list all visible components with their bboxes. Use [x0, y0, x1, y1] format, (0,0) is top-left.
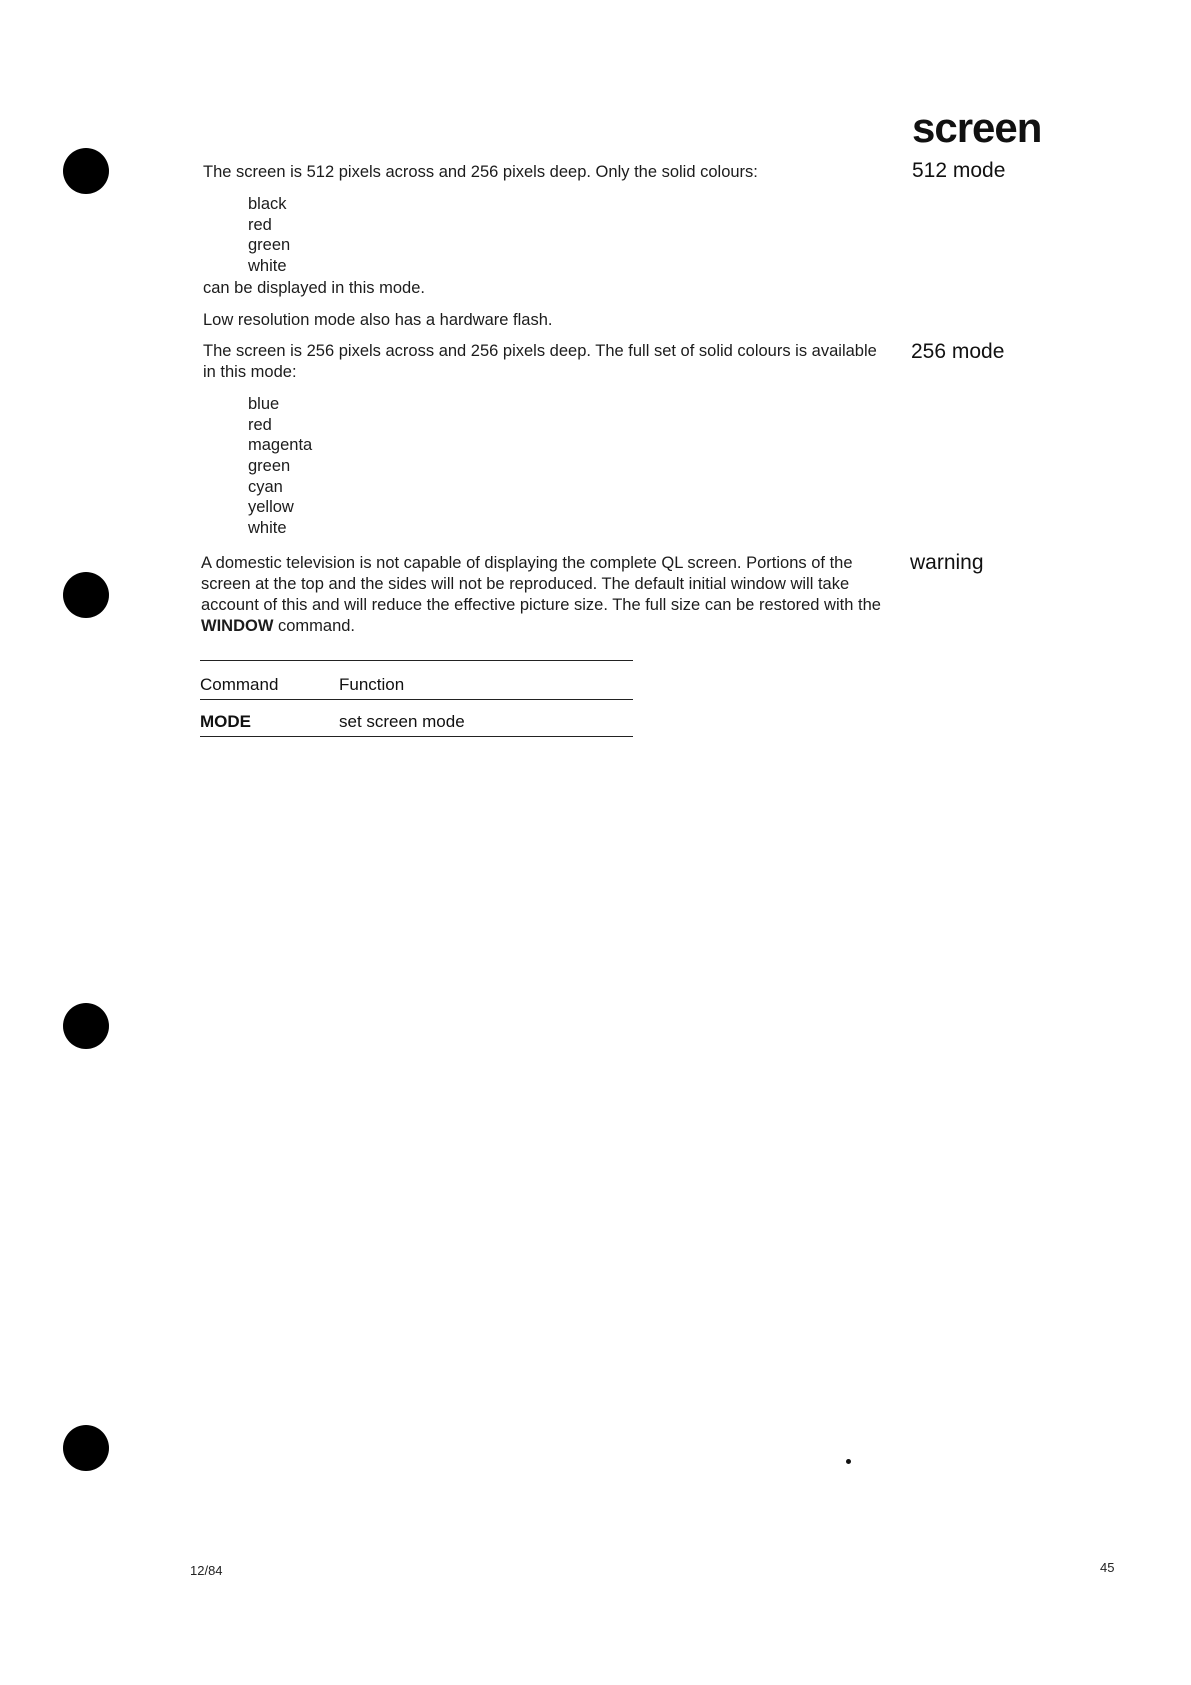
- mode512-intro: The screen is 512 pixels across and 256 pixels deep. Only the solid colours:: [203, 163, 758, 181]
- footer-date: 12/84: [190, 1563, 223, 1578]
- table-header-rule: [200, 699, 633, 700]
- colour-item: yellow: [248, 498, 294, 517]
- ink-speck: [846, 1459, 851, 1464]
- binder-hole-2: [63, 572, 109, 618]
- mode256-colour-list: [248, 394, 312, 539]
- page-title: screen: [912, 104, 1042, 151]
- margin-note-512-mode: 512 mode: [912, 159, 1006, 182]
- colour-item: green: [248, 236, 291, 255]
- binder-hole-1: [63, 148, 109, 194]
- mode256-intro: The screen is 256 pixels across and 256 pixels deep. The full set of solid colours is available in this mode:: [203, 342, 877, 381]
- colour-item: black: [248, 195, 287, 213]
- colour-item: white: [248, 519, 287, 538]
- colour-item: magenta: [248, 436, 313, 455]
- colour-item: white: [248, 257, 287, 276]
- margin-note-warning: warning: [910, 551, 984, 574]
- mode512-outro: can be displayed in this mode.: [203, 279, 425, 297]
- window-keyword: WINDOW: [201, 617, 274, 635]
- colour-item: blue: [248, 395, 280, 413]
- warning-text-before: A domestic television is not capable of displaying the complete QL screen. Portions of the screen at the top and the sides will not be reproduced. The default initial window will take account of this and will reduce the effective picture size. The full size can be restored with the: [201, 554, 881, 614]
- table-top-rule: [200, 660, 633, 661]
- colour-item: red: [248, 215, 272, 234]
- table-row-function: set screen mode: [339, 712, 465, 731]
- table-header-function: Function: [339, 675, 405, 694]
- margin-note-256-mode: 256 mode: [911, 340, 1005, 363]
- table-bottom-rule: [200, 736, 633, 737]
- binder-hole-3: [63, 1003, 109, 1049]
- warning-text-after: command.: [273, 617, 356, 635]
- table-header-command: Command: [200, 675, 279, 694]
- warning-paragraph: [201, 553, 884, 637]
- page-number: 45: [1100, 1560, 1115, 1575]
- colour-item: cyan: [248, 477, 283, 496]
- mode512-colour-list: [248, 194, 290, 277]
- colour-item: green: [248, 457, 291, 476]
- table-row-command: MODE: [200, 712, 251, 731]
- hardware-flash-note: Low resolution mode also has a hardware flash.: [203, 311, 553, 329]
- colour-item: red: [248, 415, 272, 434]
- binder-hole-4: [63, 1425, 109, 1471]
